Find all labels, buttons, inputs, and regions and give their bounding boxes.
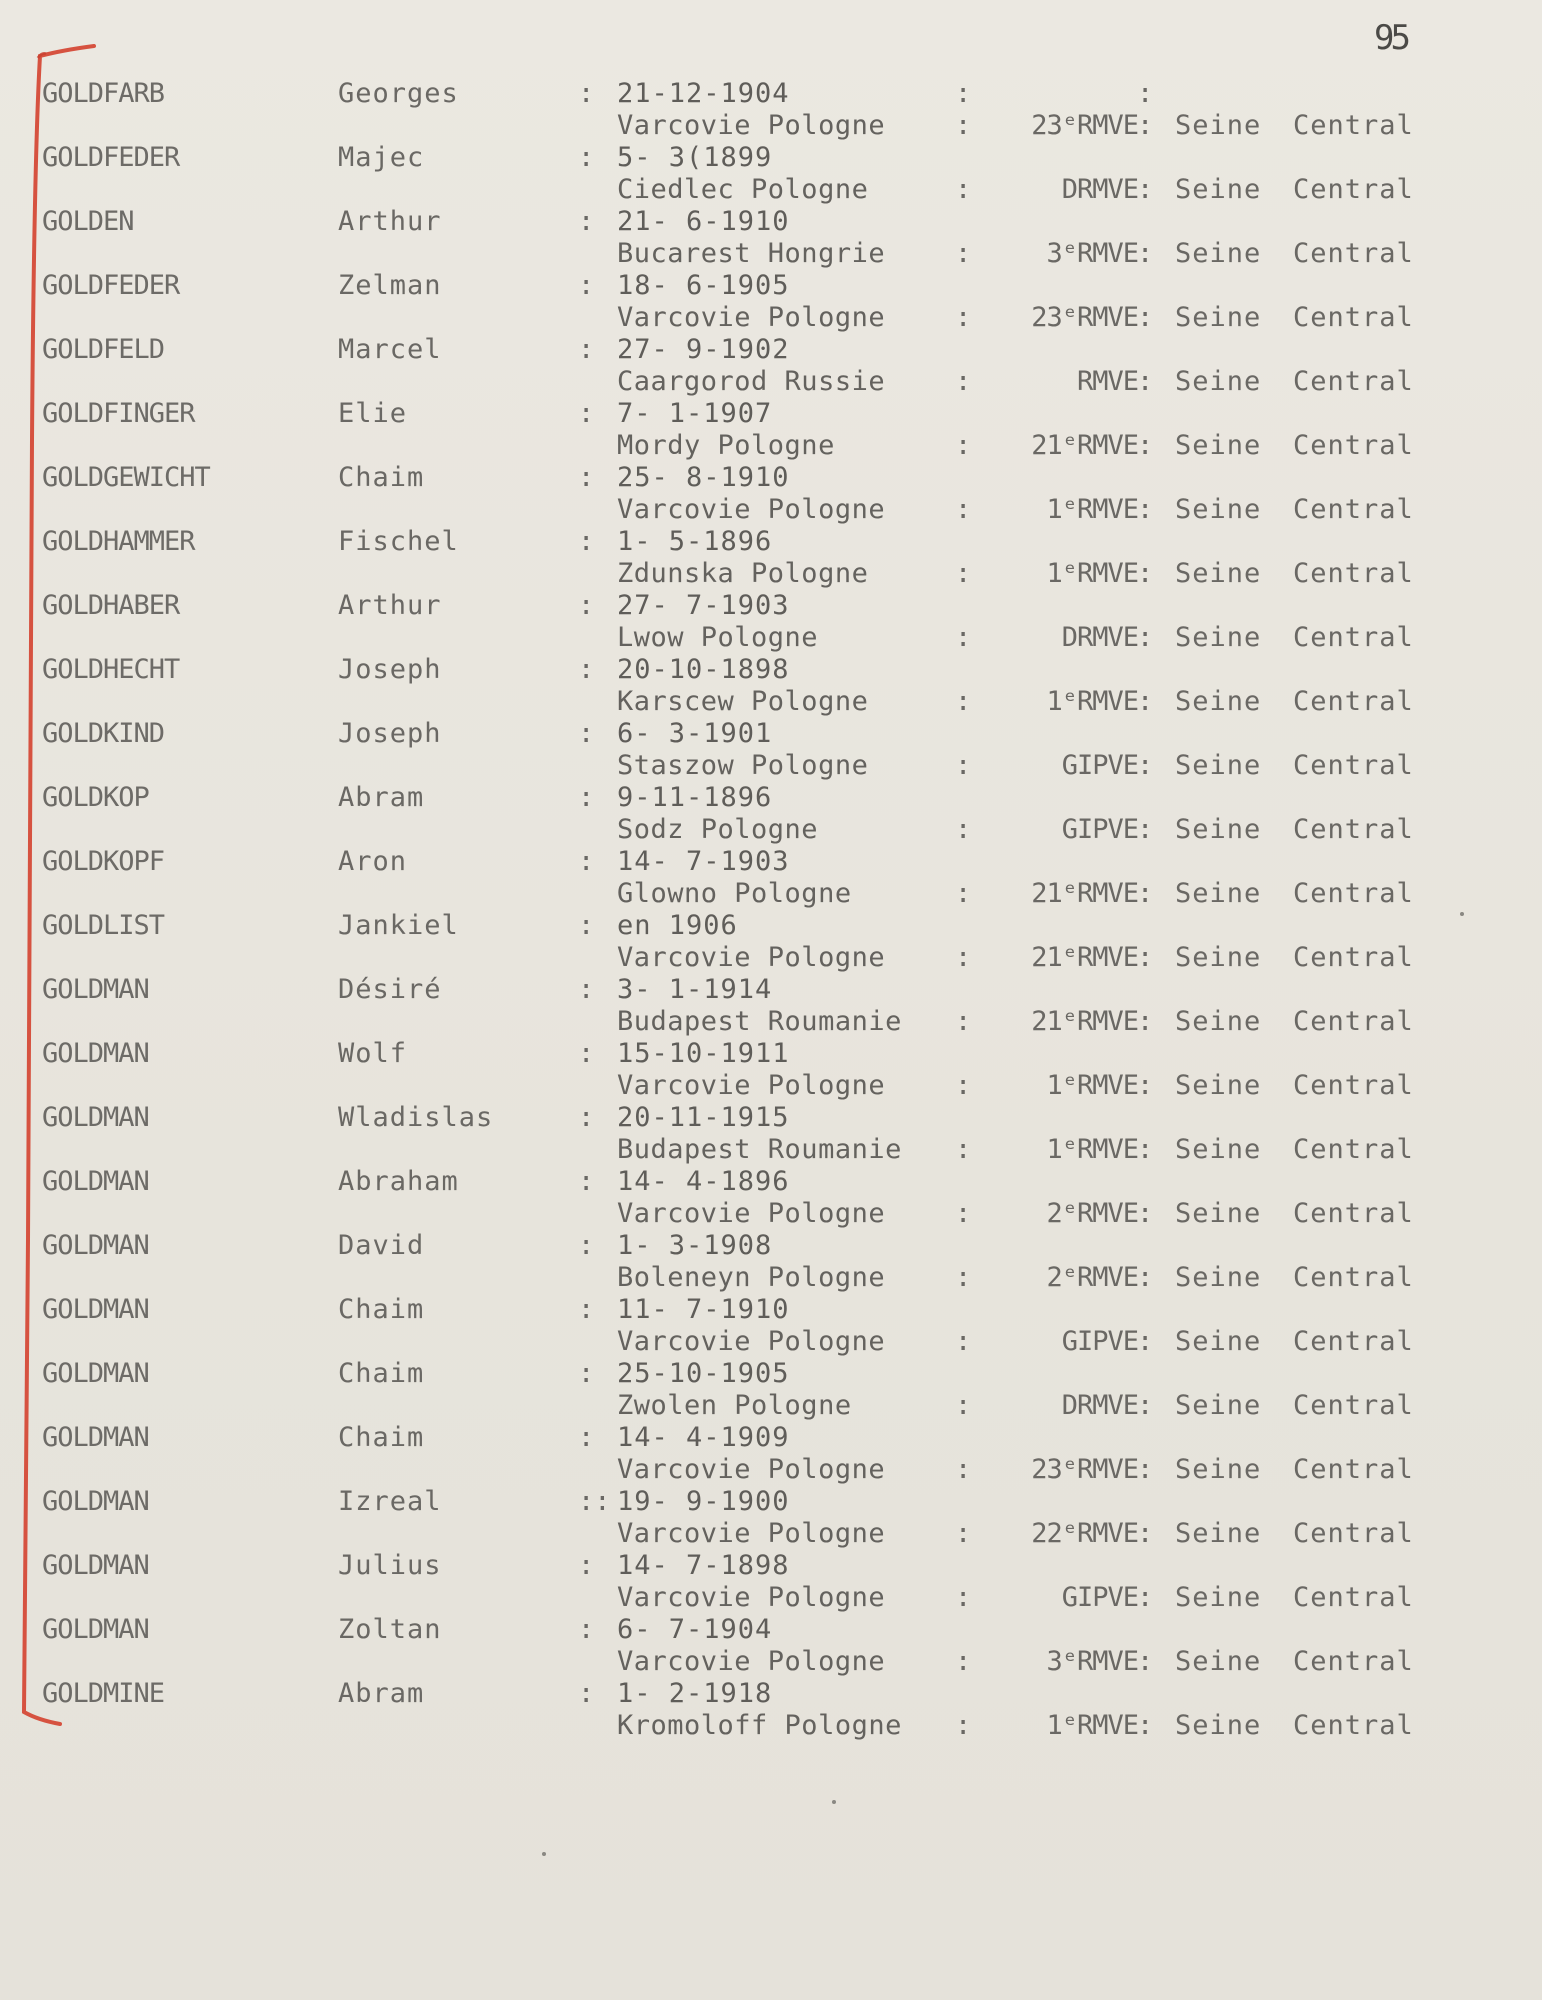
military-unit: 23ᵉRMVE: [1031, 302, 1138, 333]
department: Seine: [1175, 750, 1262, 781]
list-item: [0, 1486, 1542, 1550]
military-unit: 21ᵉRMVE: [1031, 942, 1138, 973]
surname: GOLDMAN: [42, 974, 149, 1005]
surname: GOLDGEWICHT: [42, 462, 210, 493]
first-name: Julius: [338, 1550, 442, 1581]
separator: :: [578, 910, 595, 941]
surname: GOLDMAN: [42, 1294, 149, 1325]
department: Seine: [1175, 942, 1262, 973]
birth-place: Glowno Pologne: [617, 878, 852, 909]
first-name: Joseph: [338, 654, 442, 685]
surname: GOLDMAN: [42, 1614, 149, 1645]
separator: ::: [578, 1486, 611, 1517]
separator: :: [1137, 430, 1154, 461]
surname: GOLDMAN: [42, 1550, 149, 1581]
birth-date: 20-11-1915: [617, 1102, 790, 1133]
department: Seine: [1175, 1134, 1262, 1165]
birth-date: 14- 4-1909: [617, 1422, 790, 1453]
surname: GOLDMAN: [42, 1166, 149, 1197]
military-unit: 21ᵉRMVE: [1031, 878, 1138, 909]
list-item: [0, 910, 1542, 974]
department: Seine: [1175, 1710, 1262, 1741]
first-name: Chaim: [338, 462, 425, 493]
paper-speck: [832, 1800, 836, 1804]
department: Seine: [1175, 1326, 1262, 1357]
separator: :: [578, 1614, 595, 1645]
first-name: Wladislas: [338, 1102, 494, 1133]
surname: GOLDFEDER: [42, 142, 180, 173]
military-unit: GIPVE: [1061, 1582, 1138, 1613]
military-unit: 3ᵉRMVE: [1046, 238, 1138, 269]
department: Seine: [1175, 1454, 1262, 1485]
first-name: Georges: [338, 78, 459, 109]
military-unit: GIPVE: [1061, 750, 1138, 781]
department: Seine: [1175, 1582, 1262, 1613]
surname: GOLDMAN: [42, 1038, 149, 1069]
surname: GOLDHECHT: [42, 654, 180, 685]
separator: :: [955, 558, 972, 589]
birth-date: 18- 6-1905: [617, 270, 790, 301]
birth-place: Bucarest Hongrie: [617, 238, 886, 269]
separator: :: [578, 974, 595, 1005]
birth-place: Staszow Pologne: [617, 750, 869, 781]
department: Seine: [1175, 878, 1262, 909]
separator: :: [955, 1134, 972, 1165]
department: Seine: [1175, 302, 1262, 333]
military-unit: 1ᵉRMVE: [1046, 494, 1138, 525]
separator: :: [578, 1230, 595, 1261]
separator: :: [955, 750, 972, 781]
birth-place: Boleneyn Pologne: [617, 1262, 886, 1293]
first-name: Arthur: [338, 590, 442, 621]
separator: :: [1137, 622, 1154, 653]
birth-place: Varcovie Pologne: [617, 1454, 886, 1485]
list-item: [0, 334, 1542, 398]
department: Seine: [1175, 1390, 1262, 1421]
separator: :: [578, 1678, 595, 1709]
birth-date: 7- 1-1907: [617, 398, 773, 429]
first-name: Izreal: [338, 1486, 442, 1517]
department: Seine: [1175, 494, 1262, 525]
separator: :: [578, 782, 595, 813]
list-item: [0, 718, 1542, 782]
personnel-list: [0, 78, 1542, 1742]
center: Central: [1293, 686, 1414, 717]
list-item: [0, 1358, 1542, 1422]
separator: :: [1137, 1710, 1154, 1741]
separator: :: [1137, 366, 1154, 397]
separator: :: [1137, 494, 1154, 525]
department: Seine: [1175, 1070, 1262, 1101]
separator: :: [955, 1006, 972, 1037]
surname: GOLDMINE: [42, 1678, 165, 1709]
separator: :: [578, 142, 595, 173]
separator: :: [955, 1710, 972, 1741]
department: Seine: [1175, 110, 1262, 141]
center: Central: [1293, 1134, 1414, 1165]
separator: :: [578, 846, 595, 877]
paper-speck: [542, 1852, 546, 1856]
military-unit: GIPVE: [1061, 814, 1138, 845]
birth-date: 14- 4-1896: [617, 1166, 790, 1197]
military-unit: 23ᵉRMVE: [1031, 110, 1138, 141]
center: Central: [1293, 494, 1414, 525]
birth-date: 25- 8-1910: [617, 462, 790, 493]
birth-date: 14- 7-1903: [617, 846, 790, 877]
center: Central: [1293, 1390, 1414, 1421]
list-item: [0, 1550, 1542, 1614]
surname: GOLDFARB: [42, 78, 165, 109]
military-unit: 1ᵉRMVE: [1046, 1070, 1138, 1101]
center: Central: [1293, 1326, 1414, 1357]
center: Central: [1293, 238, 1414, 269]
surname: GOLDFELD: [42, 334, 165, 365]
separator: :: [578, 270, 595, 301]
first-name: Arthur: [338, 206, 442, 237]
center: Central: [1293, 1262, 1414, 1293]
birth-place: Budapest Roumanie: [617, 1134, 902, 1165]
birth-date: 3- 1-1914: [617, 974, 773, 1005]
birth-place: Lwow Pologne: [617, 622, 819, 653]
birth-place: Mordy Pologne: [617, 430, 835, 461]
first-name: Jankiel: [338, 910, 459, 941]
center: Central: [1293, 1710, 1414, 1741]
department: Seine: [1175, 622, 1262, 653]
birth-place: Varcovie Pologne: [617, 110, 886, 141]
first-name: Wolf: [338, 1038, 408, 1069]
first-name: Aron: [338, 846, 408, 877]
first-name: Abram: [338, 1678, 425, 1709]
separator: :: [955, 814, 972, 845]
separator: :: [955, 1454, 972, 1485]
birth-date: 27- 9-1902: [617, 334, 790, 365]
separator: :: [578, 654, 595, 685]
center: Central: [1293, 750, 1414, 781]
military-unit: 21ᵉRMVE: [1031, 430, 1138, 461]
birth-date: 9-11-1896: [617, 782, 773, 813]
first-name: Chaim: [338, 1358, 425, 1389]
separator: :: [1137, 1518, 1154, 1549]
center: Central: [1293, 110, 1414, 141]
surname: GOLDMAN: [42, 1230, 149, 1261]
military-unit: 1ᵉRMVE: [1046, 686, 1138, 717]
military-unit: 1ᵉRMVE: [1046, 558, 1138, 589]
separator: :: [1137, 1326, 1154, 1357]
separator: :: [1137, 1262, 1154, 1293]
separator: :: [955, 1646, 972, 1677]
separator: :: [1137, 1006, 1154, 1037]
surname: GOLDMAN: [42, 1486, 149, 1517]
first-name: Chaim: [338, 1294, 425, 1325]
list-item: [0, 846, 1542, 910]
center: Central: [1293, 1070, 1414, 1101]
separator: :: [1137, 174, 1154, 205]
surname: GOLDFINGER: [42, 398, 195, 429]
separator: :: [955, 1326, 972, 1357]
center: Central: [1293, 366, 1414, 397]
list-item: [0, 590, 1542, 654]
separator: :: [1137, 942, 1154, 973]
center: Central: [1293, 622, 1414, 653]
center: Central: [1293, 174, 1414, 205]
separator: :: [955, 878, 972, 909]
department: Seine: [1175, 366, 1262, 397]
separator: :: [955, 1390, 972, 1421]
birth-place: Kromoloff Pologne: [617, 1710, 902, 1741]
center: Central: [1293, 1454, 1414, 1485]
surname: GOLDMAN: [42, 1102, 149, 1133]
separator: :: [955, 302, 972, 333]
list-item: [0, 462, 1542, 526]
separator: :: [578, 718, 595, 749]
separator: :: [1137, 686, 1154, 717]
military-unit: 1ᵉRMVE: [1046, 1134, 1138, 1165]
first-name: Désiré: [338, 974, 442, 1005]
separator: :: [578, 1422, 595, 1453]
military-unit: 21ᵉRMVE: [1031, 1006, 1138, 1037]
first-name: Chaim: [338, 1422, 425, 1453]
first-name: Majec: [338, 142, 425, 173]
list-item: [0, 206, 1542, 270]
separator: :: [955, 238, 972, 269]
separator: :: [578, 78, 595, 109]
birth-date: 1- 2-1918: [617, 1678, 773, 1709]
surname: GOLDLIST: [42, 910, 165, 941]
surname: GOLDEN: [42, 206, 134, 237]
military-unit: DRMVE: [1061, 1390, 1138, 1421]
birth-date: 6- 7-1904: [617, 1614, 773, 1645]
page-number: 95: [1374, 18, 1407, 58]
surname: GOLDHAMMER: [42, 526, 195, 557]
separator: :: [1137, 1198, 1154, 1229]
surname: GOLDKOP: [42, 782, 149, 813]
separator: :: [955, 1262, 972, 1293]
military-unit: 2ᵉRMVE: [1046, 1198, 1138, 1229]
first-name: David: [338, 1230, 425, 1261]
department: Seine: [1175, 814, 1262, 845]
first-name: Abram: [338, 782, 425, 813]
separator: :: [955, 430, 972, 461]
military-unit: 1ᵉRMVE: [1046, 1710, 1138, 1741]
department: Seine: [1175, 1518, 1262, 1549]
birth-place: Varcovie Pologne: [617, 302, 886, 333]
first-name: Fischel: [338, 526, 459, 557]
list-item: [0, 1294, 1542, 1358]
birth-place: Varcovie Pologne: [617, 1646, 886, 1677]
surname: GOLDMAN: [42, 1422, 149, 1453]
center: Central: [1293, 942, 1414, 973]
first-name: Marcel: [338, 334, 442, 365]
military-unit: DRMVE: [1061, 622, 1138, 653]
birth-place: Varcovie Pologne: [617, 1326, 886, 1357]
center: Central: [1293, 302, 1414, 333]
separator: :: [1137, 1134, 1154, 1165]
separator: :: [955, 78, 972, 109]
list-item: [0, 782, 1542, 846]
birth-date: 27- 7-1903: [617, 590, 790, 621]
center: Central: [1293, 814, 1414, 845]
birth-date: 21- 6-1910: [617, 206, 790, 237]
separator: :: [955, 1070, 972, 1101]
first-name: Zelman: [338, 270, 442, 301]
list-item: [0, 1230, 1542, 1294]
separator: :: [578, 206, 595, 237]
separator: :: [1137, 302, 1154, 333]
center: Central: [1293, 1646, 1414, 1677]
department: Seine: [1175, 238, 1262, 269]
separator: :: [1137, 878, 1154, 909]
list-item: [0, 974, 1542, 1038]
birth-date: 15-10-1911: [617, 1038, 790, 1069]
birth-place: Varcovie Pologne: [617, 1198, 886, 1229]
center: Central: [1293, 558, 1414, 589]
separator: :: [1137, 558, 1154, 589]
separator: :: [955, 1518, 972, 1549]
list-item: [0, 1678, 1542, 1742]
separator: :: [1137, 78, 1154, 109]
birth-date: 1- 5-1896: [617, 526, 773, 557]
department: Seine: [1175, 1262, 1262, 1293]
birth-date: 14- 7-1898: [617, 1550, 790, 1581]
list-item: [0, 526, 1542, 590]
list-item: [0, 1038, 1542, 1102]
department: Seine: [1175, 686, 1262, 717]
birth-place: Varcovie Pologne: [617, 1070, 886, 1101]
birth-date: en 1906: [617, 910, 738, 941]
list-item: [0, 1166, 1542, 1230]
birth-place: Varcovie Pologne: [617, 494, 886, 525]
birth-place: Varcovie Pologne: [617, 1582, 886, 1613]
department: Seine: [1175, 558, 1262, 589]
separator: :: [955, 942, 972, 973]
military-unit: GIPVE: [1061, 1326, 1138, 1357]
list-item: [0, 654, 1542, 718]
list-item: [0, 398, 1542, 462]
birth-place: Zdunska Pologne: [617, 558, 869, 589]
separator: :: [955, 1582, 972, 1613]
separator: :: [1137, 110, 1154, 141]
department: Seine: [1175, 1198, 1262, 1229]
center: Central: [1293, 1582, 1414, 1613]
separator: :: [578, 334, 595, 365]
surname: GOLDKIND: [42, 718, 165, 749]
separator: :: [1137, 750, 1154, 781]
department: Seine: [1175, 430, 1262, 461]
military-unit: RMVE: [1076, 366, 1138, 397]
separator: :: [578, 1166, 595, 1197]
department: Seine: [1175, 1646, 1262, 1677]
separator: :: [955, 366, 972, 397]
birth-date: 21-12-1904: [617, 78, 790, 109]
list-item: [0, 1614, 1542, 1678]
first-name: Abraham: [338, 1166, 459, 1197]
separator: :: [1137, 238, 1154, 269]
surname: GOLDFEDER: [42, 270, 180, 301]
military-unit: DRMVE: [1061, 174, 1138, 205]
birth-place: Zwolen Pologne: [617, 1390, 852, 1421]
center: Central: [1293, 878, 1414, 909]
separator: :: [578, 1102, 595, 1133]
birth-place: Varcovie Pologne: [617, 1518, 886, 1549]
surname: GOLDKOPF: [42, 846, 165, 877]
separator: :: [955, 110, 972, 141]
separator: :: [578, 526, 595, 557]
separator: :: [578, 1294, 595, 1325]
list-item: [0, 1422, 1542, 1486]
birth-date: 11- 7-1910: [617, 1294, 790, 1325]
birth-place: Budapest Roumanie: [617, 1006, 902, 1037]
separator: :: [955, 622, 972, 653]
separator: :: [578, 462, 595, 493]
paper-speck: [1460, 912, 1464, 916]
separator: :: [1137, 1390, 1154, 1421]
separator: :: [578, 1358, 595, 1389]
list-item: [0, 142, 1542, 206]
birth-date: 25-10-1905: [617, 1358, 790, 1389]
separator: :: [578, 590, 595, 621]
military-unit: 3ᵉRMVE: [1046, 1646, 1138, 1677]
department: Seine: [1175, 174, 1262, 205]
birth-place: Caargorod Russie: [617, 366, 886, 397]
birth-date: 1- 3-1908: [617, 1230, 773, 1261]
separator: :: [955, 686, 972, 717]
separator: :: [1137, 1070, 1154, 1101]
birth-place: Sodz Pologne: [617, 814, 819, 845]
military-unit: 22ᵉRMVE: [1031, 1518, 1138, 1549]
birth-date: 6- 3-1901: [617, 718, 773, 749]
birth-date: 19- 9-1900: [617, 1486, 790, 1517]
surname: GOLDHABER: [42, 590, 180, 621]
first-name: Zoltan: [338, 1614, 442, 1645]
department: Seine: [1175, 1006, 1262, 1037]
separator: :: [578, 1550, 595, 1581]
separator: :: [1137, 1582, 1154, 1613]
separator: :: [955, 494, 972, 525]
separator: :: [1137, 814, 1154, 845]
military-unit: 23ᵉRMVE: [1031, 1454, 1138, 1485]
first-name: Joseph: [338, 718, 442, 749]
separator: :: [955, 174, 972, 205]
list-item: [0, 78, 1542, 142]
separator: :: [1137, 1646, 1154, 1677]
surname: GOLDMAN: [42, 1358, 149, 1389]
birth-place: Ciedlec Pologne: [617, 174, 869, 205]
birth-place: Karscew Pologne: [617, 686, 869, 717]
military-unit: 2ᵉRMVE: [1046, 1262, 1138, 1293]
separator: :: [955, 1198, 972, 1229]
birth-date: 20-10-1898: [617, 654, 790, 685]
center: Central: [1293, 430, 1414, 461]
center: Central: [1293, 1518, 1414, 1549]
first-name: Elie: [338, 398, 408, 429]
separator: :: [578, 1038, 595, 1069]
center: Central: [1293, 1198, 1414, 1229]
list-item: [0, 270, 1542, 334]
separator: :: [578, 398, 595, 429]
center: Central: [1293, 1006, 1414, 1037]
birth-date: 5- 3(1899: [617, 142, 773, 173]
separator: :: [1137, 1454, 1154, 1485]
list-item: [0, 1102, 1542, 1166]
birth-place: Varcovie Pologne: [617, 942, 886, 973]
